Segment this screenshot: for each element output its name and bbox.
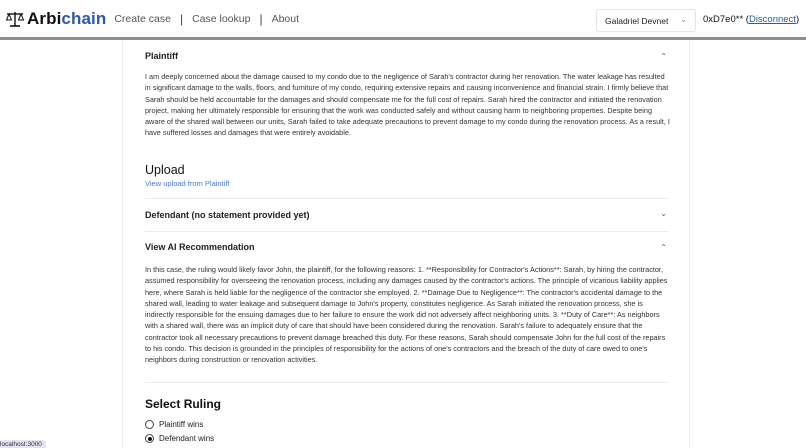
nav-case-lookup[interactable]: Case lookup <box>192 12 251 25</box>
divider <box>145 231 669 232</box>
wallet-address: 0xD7e0** <box>703 14 744 25</box>
nav-about[interactable]: About <box>271 12 300 25</box>
radio-plaintiff-wins[interactable] <box>145 420 203 429</box>
network-select[interactable] <box>596 9 696 32</box>
divider <box>145 382 669 383</box>
plaintiff-statement: I am deeply concerned about the damage caused to my condo due to the negligence of Sarah's contractor during her renovation. The water leakage has resulted in significant damage to the walls, floors, and furniture of my condo, requiring extensive repairs and causing inconvenience and financial strain. I firmly believe that Sarah should be held accountable for the damages and should compensate me for the full cost of repairs. Sarah hired the contractor and initiated the renovation project, making her ultimately responsible for ensuring that the work was conducted safely and without causing harm to neighboring properties. Despite being aware of the shared wall between our units, Sarah failed to take adequate precautions to prevent damage to my condo during the renovation process. As a result, I have suffered losses and damages that were entirely avoidable. <box>145 72 670 138</box>
radio-label: Defendant wins <box>159 434 215 443</box>
radio-defendant-wins[interactable] <box>145 434 214 443</box>
wallet-status <box>703 14 799 25</box>
view-upload-link[interactable]: View upload from Plaintiff <box>145 179 230 188</box>
select-ruling-title: Select Ruling <box>145 397 222 411</box>
ai-recommendation-title: View AI Recommendation <box>145 242 255 252</box>
defendant-title: Defendant (no statement provided yet) <box>145 210 310 220</box>
chevron-up-icon: ⌃ <box>660 52 667 61</box>
brand-name <box>27 9 106 29</box>
nav-create-case[interactable]: Create case <box>114 12 171 25</box>
brand-logo[interactable] <box>5 0 106 39</box>
network-select-value: Galadriel Devnet <box>605 15 669 26</box>
paren-close: ) <box>795 14 800 25</box>
chevron-down-icon: ⌄ <box>660 209 667 218</box>
brand-name-part1: Arbi <box>27 8 62 28</box>
radio-label: Plaintiff wins <box>159 420 204 429</box>
upload-title: Upload <box>145 163 185 177</box>
nav-separator: | <box>259 11 263 26</box>
chevron-up-icon: ⌃ <box>660 243 667 252</box>
ai-recommendation-accordion-header[interactable] <box>145 242 669 252</box>
defendant-accordion-header[interactable] <box>145 210 669 220</box>
brand-name-part2: chain <box>61 8 107 28</box>
disconnect-link[interactable]: Disconnect <box>748 14 796 25</box>
paren-open: ( <box>743 14 749 25</box>
top-navbar <box>0 0 806 40</box>
nav-separator: | <box>179 11 184 26</box>
plaintiff-title: Plaintiff <box>145 51 178 61</box>
status-bar-url: localhost:3000 <box>0 440 46 448</box>
plaintiff-accordion-header[interactable] <box>145 51 669 61</box>
ai-recommendation-text: In this case, the ruling would likely favor John, the plaintiff, for the following reasons: 1. **Responsibility for Contractor's Actions**: Sarah, by hiring the contractor, assumed responsibility for overseeing the renovation process, including any damages caused by the contractor's actions. The principle of vicarious liability applies here, where Sarah is held liable for the negligence of the contractor she employed. 2. **Damage Due to Negligence**: The contractor's accidental damage to the shared wall, leading to water leakage and subsequent damage to John's property, constitutes negligence. As Sarah initiated the renovation process, she is indirectly responsible for the ensuing damages due to her failure to ensure the work did not adversely affect neighboring units. 3. **Duty of Care**: As neighbors with a shared wall, there was an implicit duty of care that should have been considered during the renovation. Sarah's failure to adequately ensure that the contractor took all necessary precautions to prevent damage breached this duty. For these reasons, Sarah should compensate John for the full cost of the repairs to his condo. This decision is grounded in the principles of responsibility for the actions of one's contractors and the breach of the duty of care owed to one's neighbors during construction or renovation activities. <box>145 265 668 365</box>
divider <box>145 198 669 199</box>
radio-button[interactable] <box>145 420 154 429</box>
radio-button[interactable] <box>145 434 154 443</box>
chevron-down-icon: ⌄ <box>680 15 687 24</box>
scales-icon <box>5 10 25 28</box>
main-nav <box>114 12 299 26</box>
case-card <box>122 40 690 448</box>
